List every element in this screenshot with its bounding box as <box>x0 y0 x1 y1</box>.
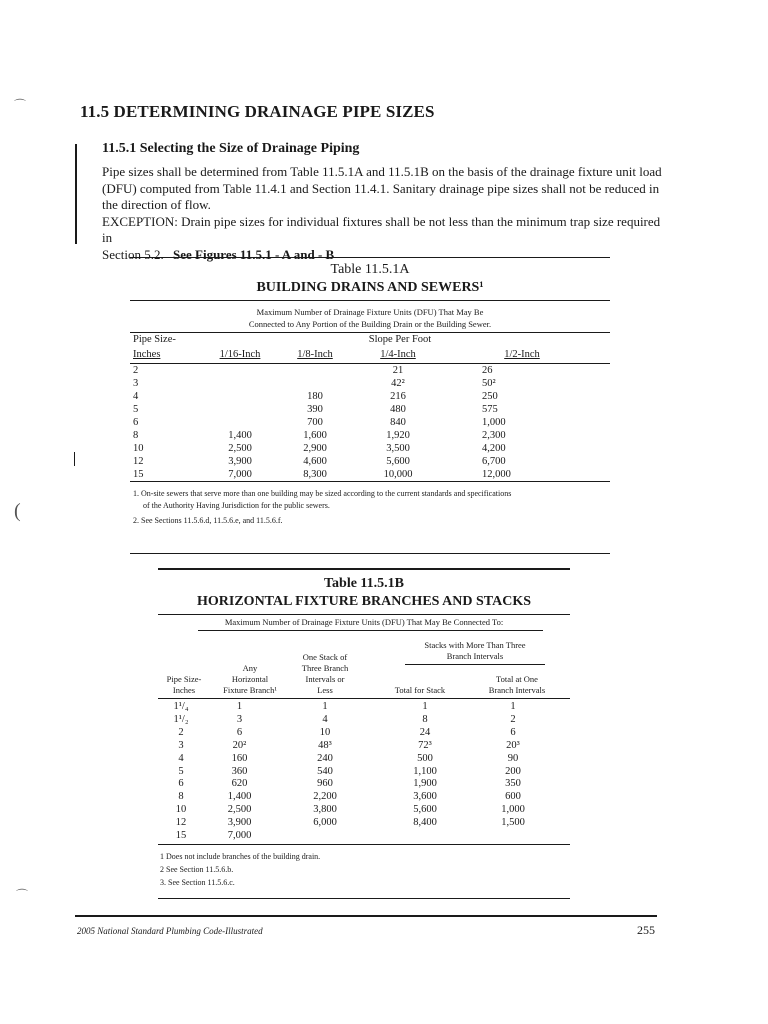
table-rule <box>130 363 610 364</box>
table-rule <box>198 630 543 631</box>
footer-rule <box>75 915 657 917</box>
table-rule <box>158 844 570 845</box>
pipe-size-cell: 12 <box>175 817 187 829</box>
paragraph <box>102 164 662 263</box>
table-cell: 700 <box>307 417 323 428</box>
table-cell: 21 <box>392 365 404 376</box>
table-cell: 600 <box>505 791 521 803</box>
table-cell: 3,500 <box>386 443 410 454</box>
pipe-size-cell: 4 <box>178 752 184 764</box>
table-a-note: of the Authority Having Jurisdiction for the public sewers. <box>143 501 330 510</box>
table-cell: 3,800 <box>313 804 337 816</box>
table-cell: 26 <box>482 365 493 376</box>
scan-mark: ( <box>14 500 21 522</box>
table-a-subtitle: Maximum Number of Drainage Fixture Units (DFU) That May Be Connected to Any Portion of the Building Drain or the Building Sewer. <box>248 307 492 329</box>
table-cell: 2 <box>510 713 516 725</box>
pipe-size-cell: 10 <box>133 443 144 454</box>
pipe-size-cell: 10 <box>175 804 187 816</box>
table-a-title: BUILDING DRAINS AND SEWERS¹ <box>256 280 484 295</box>
paragraph-line: (DFU) computed from Table 11.4.1 and Section 11.4.1. Sanitary drainage pipe sizes shall not be reduced in <box>102 180 660 196</box>
table-rule <box>130 257 610 258</box>
table-cell: 620 <box>231 778 248 790</box>
column-header: Total for Stack <box>394 685 446 695</box>
table-a-note: 1. On-site sewers that serve more than one building may be sized according to the current standards and specifications <box>133 489 512 498</box>
slope-label: Slope Per Foot <box>368 334 432 345</box>
paragraph-line: Pipe sizes shall be determined from Table 11.5.1A and 11.5.1B on the basis of the drainage fixture unit load <box>102 164 662 179</box>
table-a-number: Table 11.5.1A <box>330 262 410 277</box>
page-number: 255 <box>637 923 655 937</box>
table-cell: 180 <box>307 391 323 402</box>
table-cell: 2,200 <box>313 791 337 803</box>
table-cell: 840 <box>390 417 406 428</box>
table-cell: 1 <box>422 701 428 712</box>
column-header: 1/16-Inch <box>219 349 261 360</box>
table-cell: 200 <box>505 765 521 777</box>
table-cell: 3,900 <box>227 817 252 829</box>
table-cell: 160 <box>231 752 248 764</box>
table-rule <box>130 332 610 333</box>
table-cell: 8,300 <box>303 469 327 480</box>
table-cell: 10,000 <box>383 469 413 480</box>
pipe-size-cell: 5 <box>133 404 139 415</box>
table-cell: 2,900 <box>303 443 327 454</box>
pipe-size-cell: 2 <box>133 365 139 376</box>
table-cell: 1,900 <box>413 778 437 790</box>
pipe-size-cell: 12 <box>133 456 144 467</box>
table-cell: 250 <box>482 391 498 402</box>
pipe-size-cell: 15 <box>175 830 187 841</box>
scan-mark: ⌒ <box>14 98 27 112</box>
column-header: 1/4-Inch <box>380 349 416 360</box>
table-rule <box>158 898 570 899</box>
table-cell: 12,000 <box>482 469 511 480</box>
table-cell: 6,000 <box>313 817 337 829</box>
table-cell: 3,900 <box>228 456 252 467</box>
table-cell: 4 <box>322 713 328 725</box>
table-cell: 1,100 <box>413 765 437 777</box>
table-cell: 50² <box>482 378 496 389</box>
paragraph-line: the direction of flow. <box>102 197 211 212</box>
pipe-size-cell: 1¹/₄ <box>173 701 189 712</box>
scan-mark: ⌒ <box>16 888 29 902</box>
table-rule <box>130 553 610 554</box>
table-cell: 48³ <box>318 739 332 751</box>
table-cell: 10 <box>319 726 331 738</box>
table-cell: 6 <box>510 726 516 738</box>
table-cell: 480 <box>390 404 406 415</box>
section-heading: 11.5 DETERMINING DRAINAGE PIPE SIZES <box>80 102 435 121</box>
column-header: Total at One Branch Intervals <box>488 674 546 695</box>
table-cell: 6 <box>236 726 243 738</box>
table-cell: 2,500 <box>227 804 252 816</box>
pipe-size-label: Inches <box>133 349 161 360</box>
table-rule <box>405 664 545 665</box>
column-header: Pipe Size- Inches <box>166 674 202 695</box>
table-cell: 8,400 <box>413 817 437 829</box>
table-a-note: 2. See Sections 11.5.6.d, 11.5.6.e, and 11.5.6.f. <box>133 516 283 525</box>
table-b-title: HORIZONTAL FIXTURE BRANCHES AND STACKS <box>197 594 531 609</box>
table-rule <box>158 568 570 570</box>
change-bar <box>75 144 77 244</box>
table-cell: 390 <box>307 404 323 415</box>
table-b-note: 2 See Section 11.5.6.b. <box>160 865 234 874</box>
table-cell: 20² <box>232 739 247 751</box>
column-header: One Stack of Three Branch Intervals or Less <box>301 652 349 695</box>
table-cell: 1,400 <box>228 430 252 441</box>
table-cell: 1,000 <box>482 417 506 428</box>
table-cell: 216 <box>390 391 406 402</box>
table-cell: 72³ <box>418 739 432 751</box>
pipe-size-cell: 3 <box>133 378 139 389</box>
column-group-header: Stacks with More Than Three Branch Intervals <box>424 640 526 661</box>
table-cell: 1,000 <box>501 804 525 816</box>
pipe-size-cell: 6 <box>133 417 139 428</box>
table-cell: 500 <box>417 752 433 764</box>
table-cell: 4,600 <box>303 456 327 467</box>
table-cell: 350 <box>505 778 521 790</box>
pipe-size-cell: 1¹/₂ <box>173 713 189 725</box>
exception-line: Section 5.2. See Figures 11.5.1 - A and - B <box>102 246 335 262</box>
column-header: 1/2-Inch <box>504 349 540 360</box>
table-cell: 1 <box>236 701 243 712</box>
table-rule <box>158 614 570 615</box>
pipe-size-cell: 15 <box>133 469 144 480</box>
table-cell: 3,600 <box>413 791 437 803</box>
table-cell: 5,600 <box>386 456 410 467</box>
pipe-size-cell: 2 <box>178 726 184 738</box>
footer-book-title: 2005 National Standard Plumbing Code-Illustrated <box>77 926 263 936</box>
table-cell: 360 <box>231 765 248 777</box>
table-cell: 1 <box>510 701 516 712</box>
table-cell: 240 <box>317 752 333 764</box>
table-b-subtitle: Maximum Number of Drainage Fixture Units (DFU) That May Be Connected To: <box>224 617 504 627</box>
table-cell: 8 <box>422 713 428 725</box>
table-cell: 5,600 <box>413 804 437 816</box>
table-cell: 6,700 <box>482 456 506 467</box>
subsection-heading: 11.5.1 Selecting the Size of Drainage Piping <box>102 141 360 156</box>
pipe-size-cell: 3 <box>178 739 184 751</box>
table-cell: 7,000 <box>227 830 252 841</box>
figure-reference: See Figures 11.5.1 - A and - B <box>173 246 335 262</box>
pipe-size-cell: 6 <box>178 778 184 790</box>
table-cell: 2,500 <box>228 443 252 454</box>
table-cell: 24 <box>419 726 431 738</box>
table-b-number: Table 11.5.1B <box>323 576 404 591</box>
table-cell: 2,300 <box>482 430 506 441</box>
table-rule <box>130 481 610 482</box>
change-bar <box>74 452 75 466</box>
table-cell: 1 <box>322 701 328 712</box>
table-cell: 42² <box>391 378 405 389</box>
column-header: Any Horizontal Fixture Branch¹ <box>223 663 277 695</box>
pipe-size-label: Pipe Size- <box>133 334 176 345</box>
table-rule <box>130 300 610 301</box>
table-cell: 90 <box>507 752 519 764</box>
table-cell: 960 <box>317 778 333 790</box>
table-cell: 7,000 <box>228 469 252 480</box>
table-cell: 1,500 <box>501 817 525 829</box>
table-b-note: 3. See Section 11.5.6.c. <box>160 878 235 887</box>
table-b-note: 1 Does not include branches of the building drain. <box>160 852 321 861</box>
pipe-size-cell: 5 <box>178 765 184 777</box>
table-rule <box>158 698 570 699</box>
table-cell: 1,400 <box>227 791 252 803</box>
table-cell: 1,600 <box>303 430 327 441</box>
table-cell: 575 <box>482 404 498 415</box>
table-cell: 1,920 <box>386 430 410 441</box>
column-header: 1/8-Inch <box>297 349 333 360</box>
pipe-size-cell: 4 <box>133 391 139 402</box>
pipe-size-cell: 8 <box>133 430 139 441</box>
table-cell: 3 <box>236 713 243 725</box>
table-cell: 4,200 <box>482 443 506 454</box>
pipe-size-cell: 8 <box>178 791 184 803</box>
table-cell: 20³ <box>506 739 520 751</box>
exception-line: EXCEPTION: Drain pipe sizes for individual fixtures shall be not less than the minimum trap size required in <box>102 213 661 245</box>
table-cell: 540 <box>317 765 333 777</box>
